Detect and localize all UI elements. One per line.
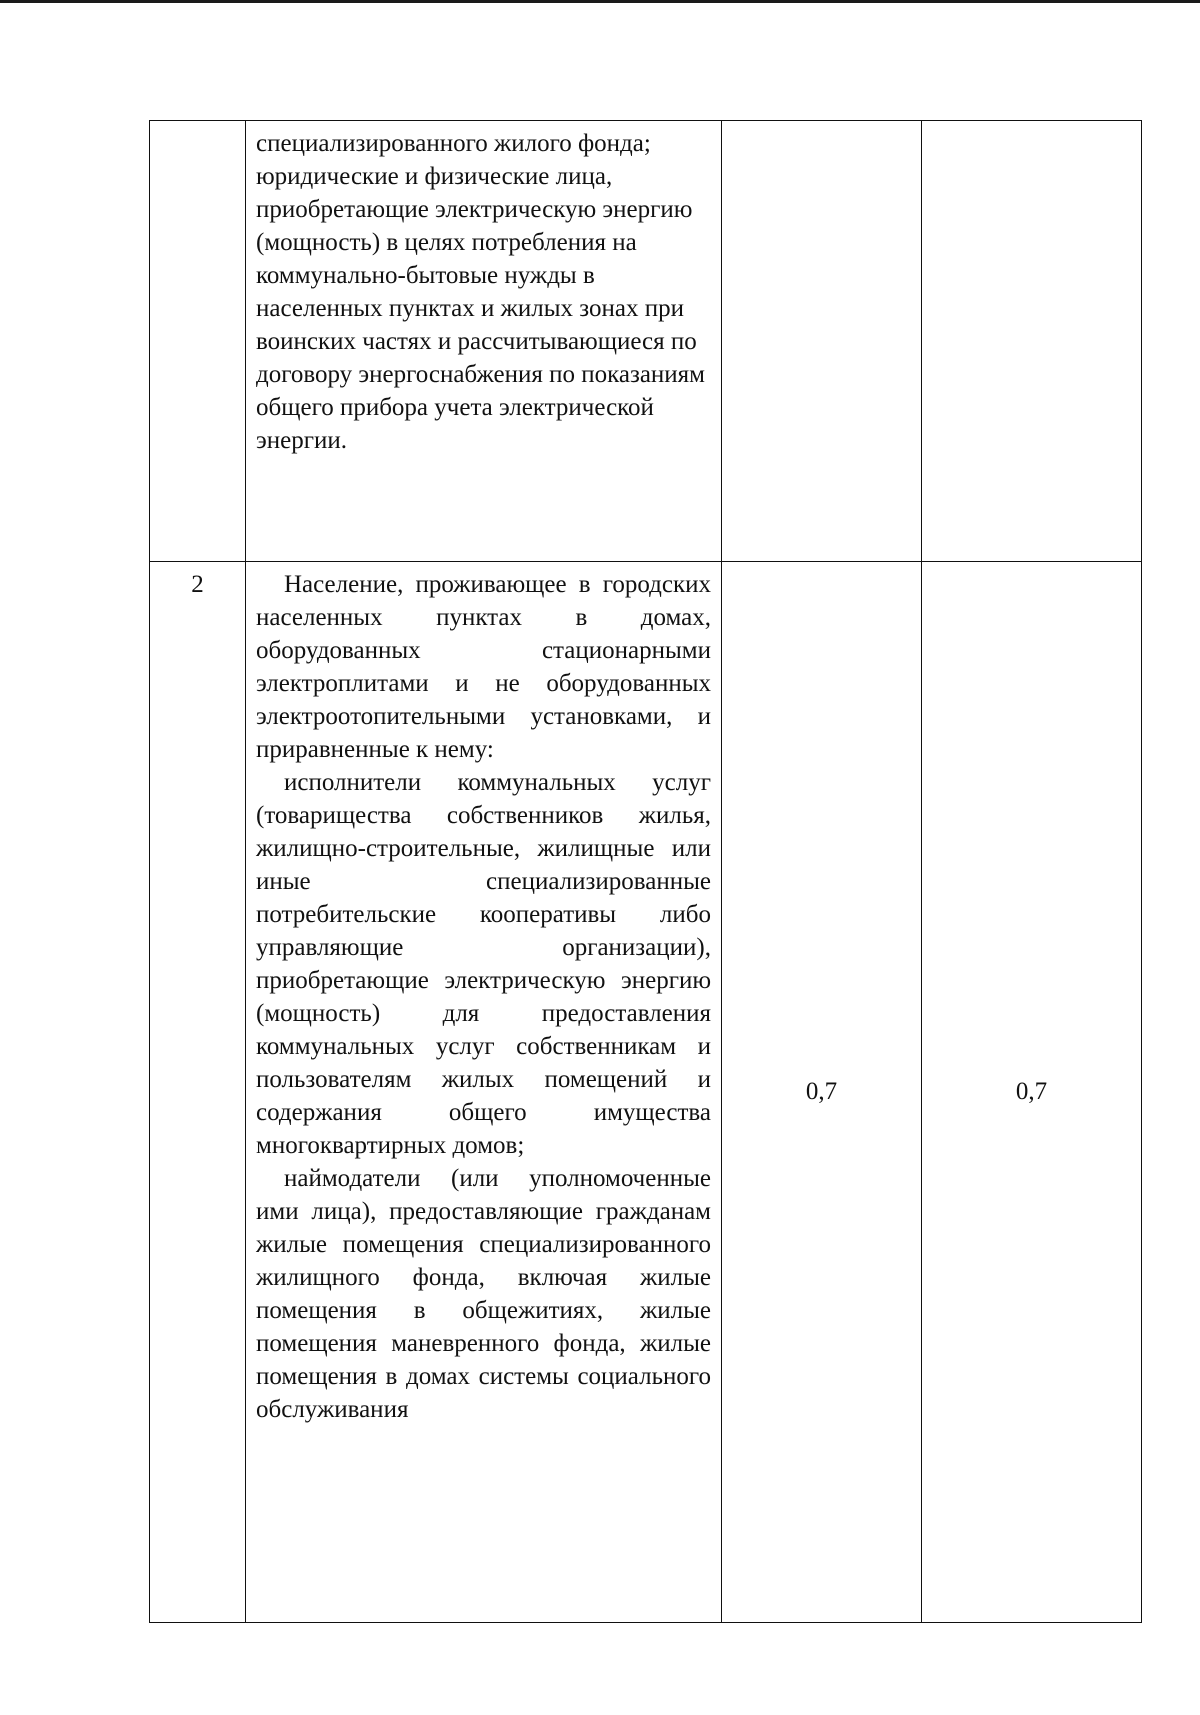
row-value-2 xyxy=(922,121,1142,562)
description-paragraph: Население, проживающее в городских населенных пунктах в домах, оборудованных стационарными электроплитами и не оборудованных электроотопительными установками, и приравненные к нему: xyxy=(256,571,711,763)
tariff-table xyxy=(149,120,1142,1623)
row-description xyxy=(246,121,722,562)
row-value-1: 0,7 xyxy=(722,562,922,1623)
description-paragraph: наймодатели (или уполномоченные ими лица), предоставляющие гражданам жилые помещения специализированного жилищного фонда, включая жилые помещения в общежитиях, жилые помещения маневренного фонда, жилые помещения в домах системы социального обслуживания xyxy=(256,1165,711,1423)
description-paragraph: юридические и физические лица, приобретающие электрическую энергию (мощность) в целях потребления на коммунально-бытовые нужды в населенных пунктах и жилых зонах при воинских частях и рассчитывающиеся по договору энергоснабжения по показаниям общего прибора учета электрической энергии. xyxy=(256,163,705,454)
row-description xyxy=(246,562,722,1623)
row-value-1 xyxy=(722,121,922,562)
row-number xyxy=(150,121,246,562)
row-number: 2 xyxy=(150,562,246,1623)
scan-top-edge xyxy=(0,0,1200,3)
table-row xyxy=(150,562,1142,1623)
description-paragraph: специализированного жилого фонда; xyxy=(256,130,651,157)
description-paragraph: исполнители коммунальных услуг (товарищества собственников жилья, жилищно-строительные, жилищные или иные специализированные потребительские кооперативы либо управляющие организации), приобретающие электрическую энергию (мощность) для предоставления коммунальных услуг собственникам и пользователям жилых помещений и содержания общего имущества многоквартирных домов; xyxy=(256,769,711,1159)
table-row xyxy=(150,121,1142,562)
row-value-2: 0,7 xyxy=(922,562,1142,1623)
